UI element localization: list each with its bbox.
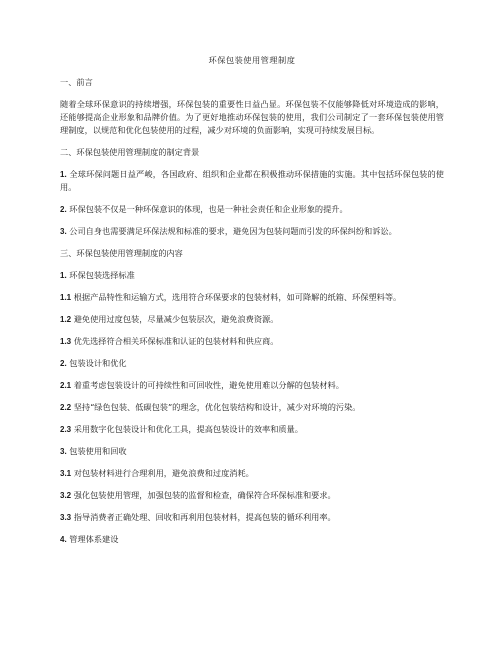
item-number: 4.: [60, 535, 67, 544]
section-heading: [60, 247, 444, 260]
paragraph-text: 采用数字化包装设计和优化工具，提高包装设计的效率和质量。: [73, 424, 303, 434]
paragraph-text: 指导消费者正确处理、回收和再利用包装材料，提高包装的循环利用率。: [73, 512, 336, 522]
paragraph-text: 优先选择符合相关环保标准和认证的包装材料和供应商。: [73, 336, 279, 346]
section-heading: [60, 76, 444, 89]
item-number: 3.: [60, 447, 67, 456]
paragraph: [60, 533, 444, 546]
document-body: [60, 76, 444, 546]
paragraph-text: 对包装材料进行合理利用，避免浪费和过度消耗。: [73, 468, 254, 478]
paragraph-text: 根据产品特性和运输方式，选用符合环保要求的包装材料，如可降解的纸箱、环保塑料等。: [73, 292, 402, 302]
paragraph-text: 环保包装不仅是一种环保意识的体现，也是一种社会责任和企业形象的提升。: [69, 204, 348, 214]
paragraph: [60, 291, 444, 304]
heading-text: 三、环保包装使用管理制度的内容: [60, 248, 183, 258]
document-title: 环保包装使用管理制度: [208, 55, 296, 65]
paragraph-text: 坚持“绿色包装、低碳包装”的理念，优化包装结构和设计，减少对环境的污染。: [73, 402, 361, 412]
item-number: 3.3: [60, 513, 72, 522]
paragraph: [60, 489, 444, 502]
item-number: 2.1: [60, 381, 72, 390]
item-number: 1.2: [60, 315, 72, 324]
document-page: [60, 54, 444, 555]
paragraph-text: 着重考虑包装设计的可持续性和可回收性，避免使用难以分解的包装材料。: [73, 380, 344, 390]
item-number: 2.: [60, 359, 67, 368]
item-number: 2.3: [60, 425, 72, 434]
item-number: 2.2: [60, 403, 72, 412]
paragraph: [60, 335, 444, 348]
paragraph: [60, 401, 444, 414]
paragraph: [60, 511, 444, 524]
paragraph-text: 包装设计和优化: [69, 358, 127, 368]
paragraph-text: 公司自身也需要满足环保法规和标准的要求，避免因为包装问题而引发的环保纠纷和诉讼。: [69, 226, 397, 236]
item-number: 3.2: [60, 491, 72, 500]
item-number: 1.3: [60, 337, 72, 346]
paragraph: [60, 379, 444, 392]
item-number: 1.1: [60, 293, 72, 302]
paragraph: [60, 225, 444, 238]
paragraph-text: 全球环保问题日益严峻，各国政府、组织和企业都在积极推动环保措施的实施。其中包括环保包装的使用。: [60, 169, 444, 192]
paragraph-text: 包装使用和回收: [69, 446, 127, 456]
paragraph-text: 强化包装使用管理，加强包装的监督和检查，确保符合环保标准和要求。: [73, 490, 336, 500]
paragraph-text: 管理体系建设: [69, 534, 119, 544]
paragraph: [60, 269, 444, 282]
paragraph: [60, 313, 444, 326]
paragraph: [60, 168, 444, 194]
heading-text: 二、环保包装使用管理制度的制定背景: [60, 147, 200, 157]
item-number: 3.: [60, 227, 67, 236]
paragraph: [60, 98, 444, 137]
paragraph: [60, 423, 444, 436]
item-number: 2.: [60, 205, 67, 214]
item-number: 1.: [60, 271, 67, 280]
section-heading: [60, 146, 444, 159]
item-number: 1.: [60, 170, 67, 179]
item-number: 3.1: [60, 469, 72, 478]
paragraph-text: 随着全球环保意识的持续增强，环保包装的重要性日益凸显。环保包装不仅能够降低对环境造成的影响，还能够提高企业形象和品牌价值。为了更好地推动环保包装的使用，我们公司制定了一套环保包装使用管理制度，以规范和优化包装使用的过程，减少对环境的负面影响，实现可持续发展目标。: [60, 99, 444, 135]
paragraph-text: 环保包装选择标准: [69, 270, 135, 280]
paragraph-text: 避免使用过度包装，尽量减少包装层次，避免浪费资源。: [73, 314, 279, 324]
heading-text: 一、前言: [60, 77, 93, 87]
paragraph: [60, 467, 444, 480]
paragraph: [60, 445, 444, 458]
paragraph: [60, 203, 444, 216]
paragraph: [60, 357, 444, 370]
